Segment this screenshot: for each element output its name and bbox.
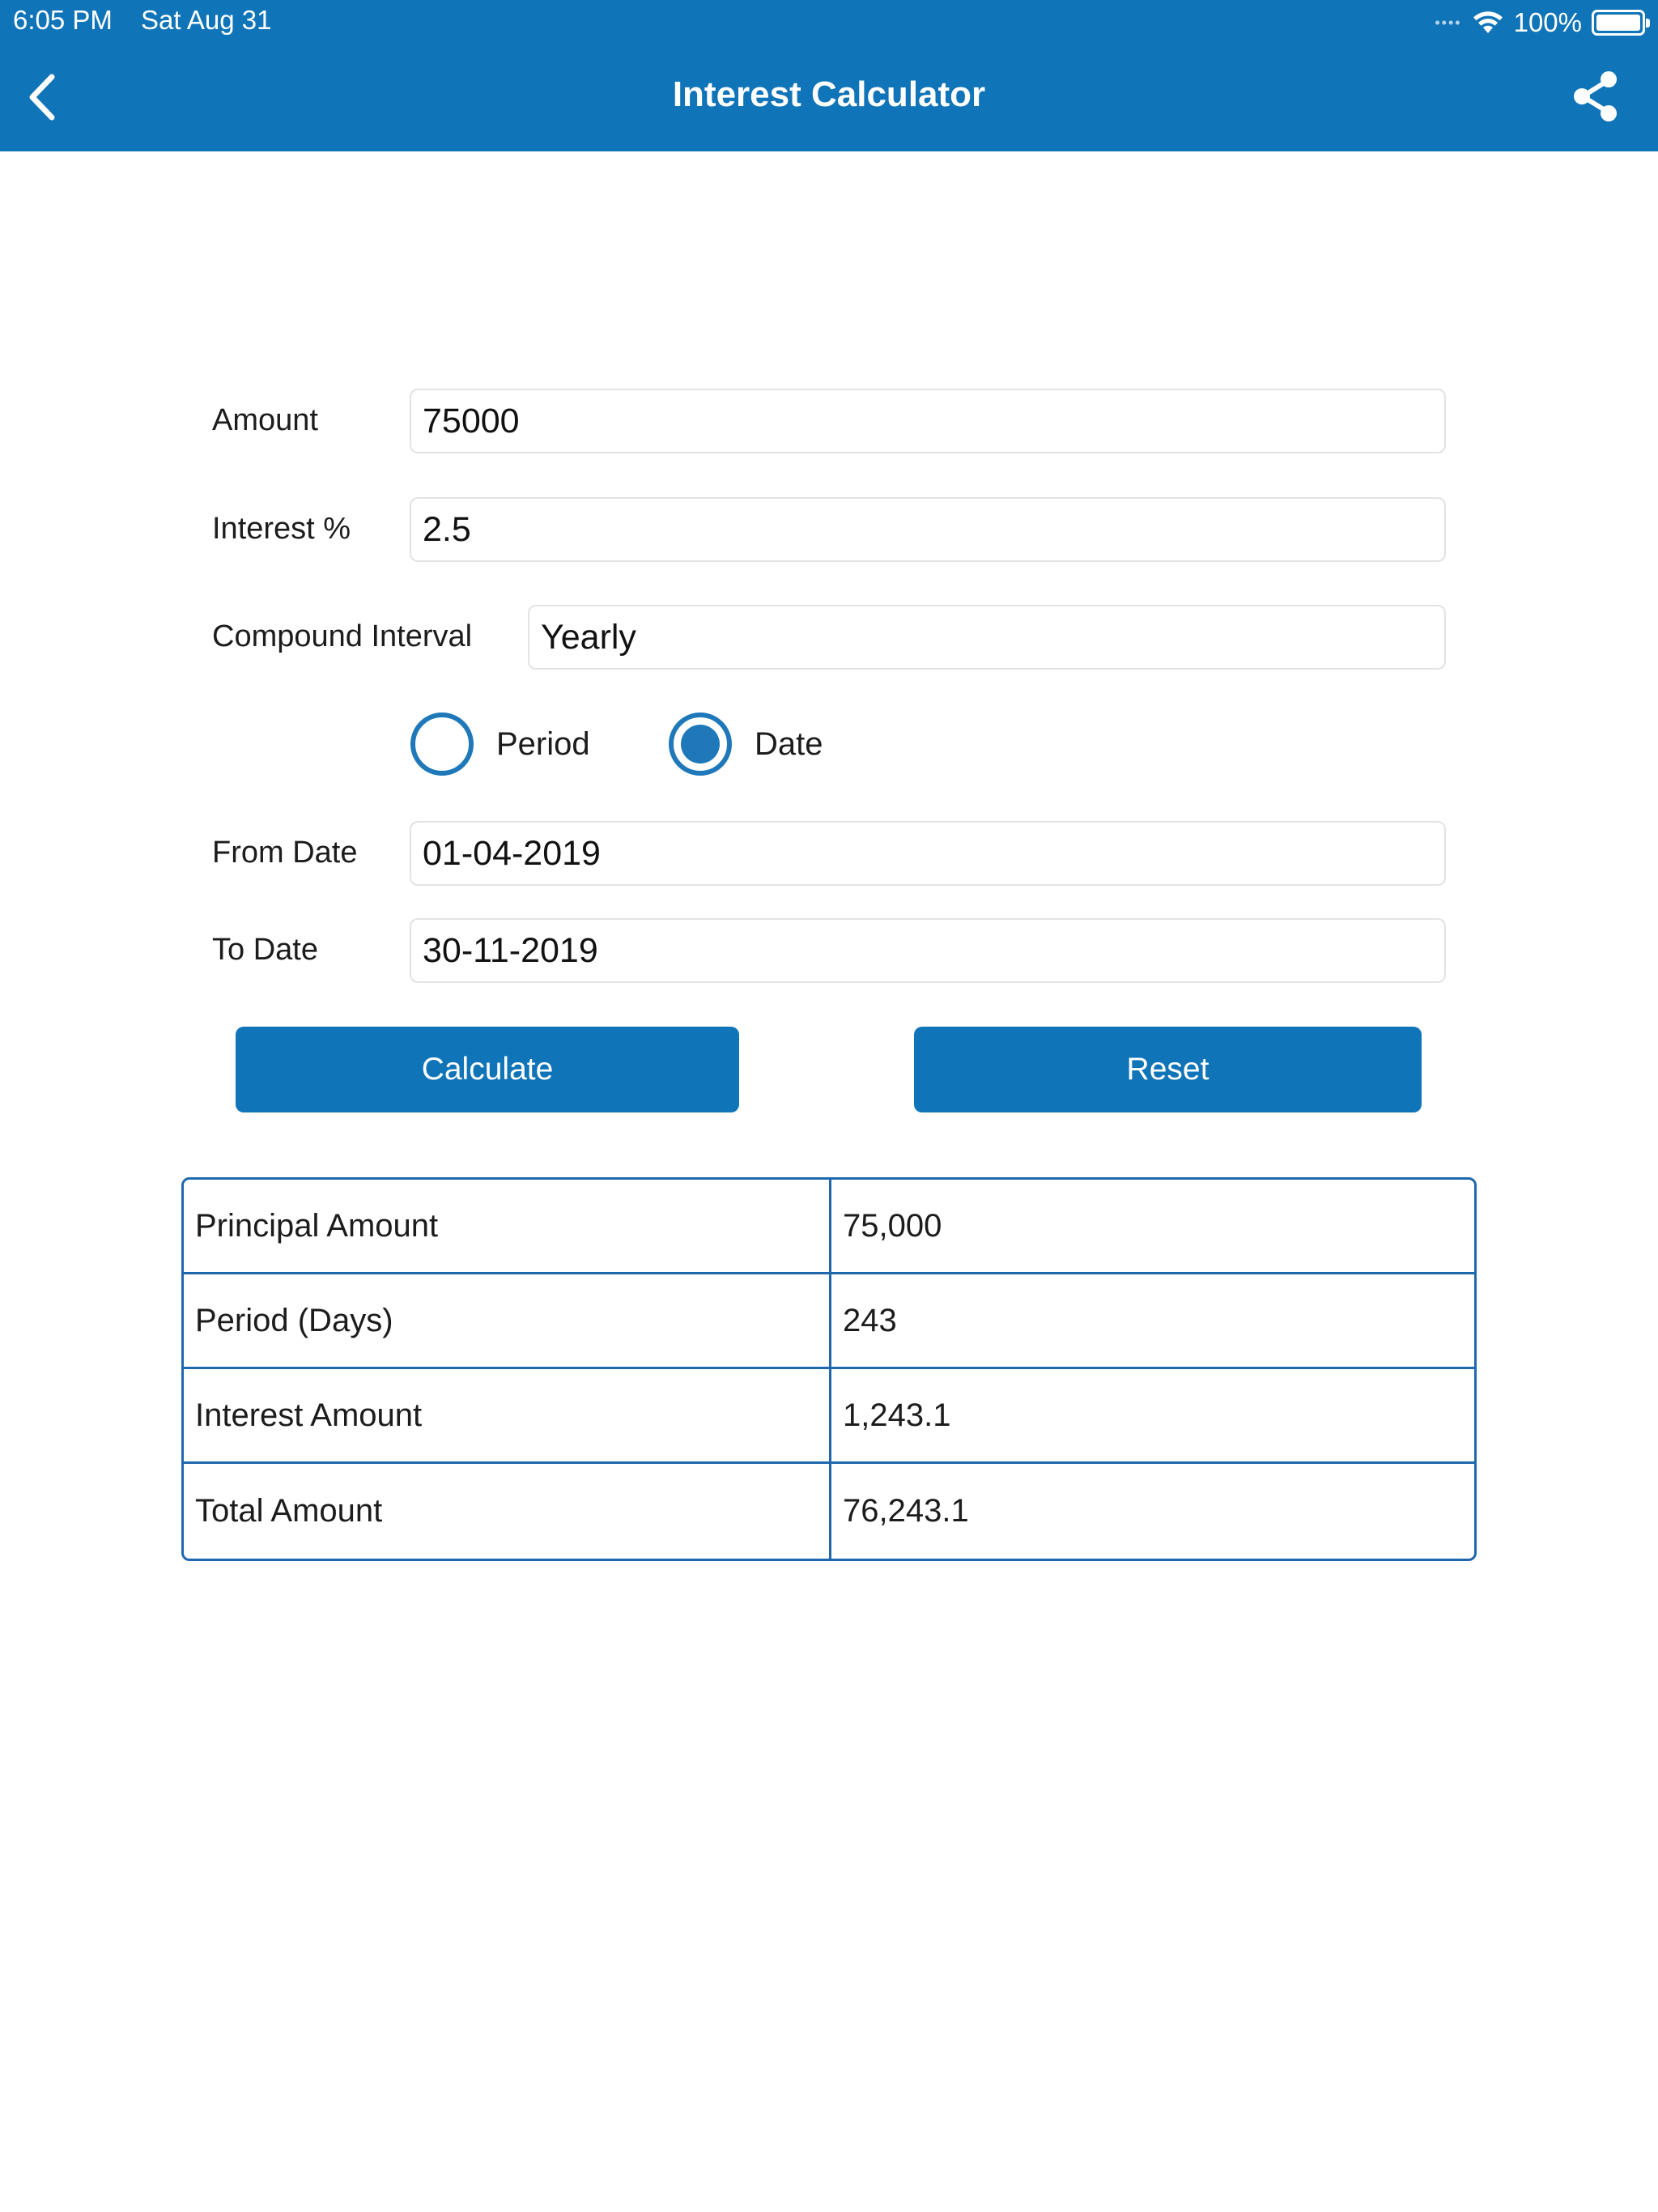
from-date-input[interactable]: 01-04-2019 — [410, 821, 1446, 886]
radio-date-circle — [669, 713, 732, 776]
signal-icon: •••• — [1435, 14, 1462, 31]
radio-date-label: Date — [755, 725, 823, 762]
table-row — [184, 1274, 1474, 1369]
wifi-icon — [1472, 11, 1504, 35]
total-amount-label: Total Amount — [184, 1464, 831, 1559]
amount-label: Amount — [212, 403, 318, 437]
results-table — [181, 1177, 1477, 1561]
share-icon — [1571, 70, 1620, 122]
radio-period-circle — [410, 713, 474, 776]
interest-amount-label: Interest Amount — [184, 1369, 831, 1461]
reset-button[interactable]: Reset — [914, 1027, 1422, 1112]
to-date-input[interactable]: 30-11-2019 — [410, 918, 1446, 983]
battery-percent: 100% — [1513, 7, 1582, 37]
status-time: 6:05 PM — [13, 5, 113, 35]
interest-amount-value: 1,243.1 — [843, 1397, 951, 1433]
app-header — [0, 0, 1658, 151]
table-row — [184, 1464, 1474, 1559]
page-title: Interest Calculator — [672, 74, 986, 114]
radio-period[interactable] — [410, 713, 590, 776]
table-row — [184, 1369, 1474, 1464]
status-indicators — [1435, 5, 1645, 40]
battery-icon — [1592, 10, 1645, 36]
compound-interval-select[interactable]: Yearly — [528, 605, 1446, 670]
period-days-value: 243 — [843, 1302, 897, 1338]
radio-date[interactable] — [669, 713, 823, 776]
table-row — [184, 1180, 1474, 1274]
from-date-label: From Date — [212, 836, 358, 870]
total-amount-value: 76,243.1 — [843, 1493, 969, 1529]
radio-period-label: Period — [496, 725, 590, 762]
principal-amount-label: Principal Amount — [184, 1180, 831, 1272]
interest-label: Interest % — [212, 512, 351, 546]
interest-input[interactable]: 2.5 — [410, 497, 1446, 562]
to-date-label: To Date — [212, 933, 318, 967]
share-button[interactable] — [1567, 66, 1624, 126]
status-date: Sat Aug 31 — [141, 5, 272, 35]
amount-input[interactable]: 75000 — [410, 389, 1446, 453]
compound-interval-label: Compound Interval — [212, 619, 473, 653]
period-days-label: Period (Days) — [184, 1274, 831, 1367]
principal-amount-value: 75,000 — [843, 1207, 942, 1244]
calculate-button[interactable]: Calculate — [236, 1027, 739, 1112]
